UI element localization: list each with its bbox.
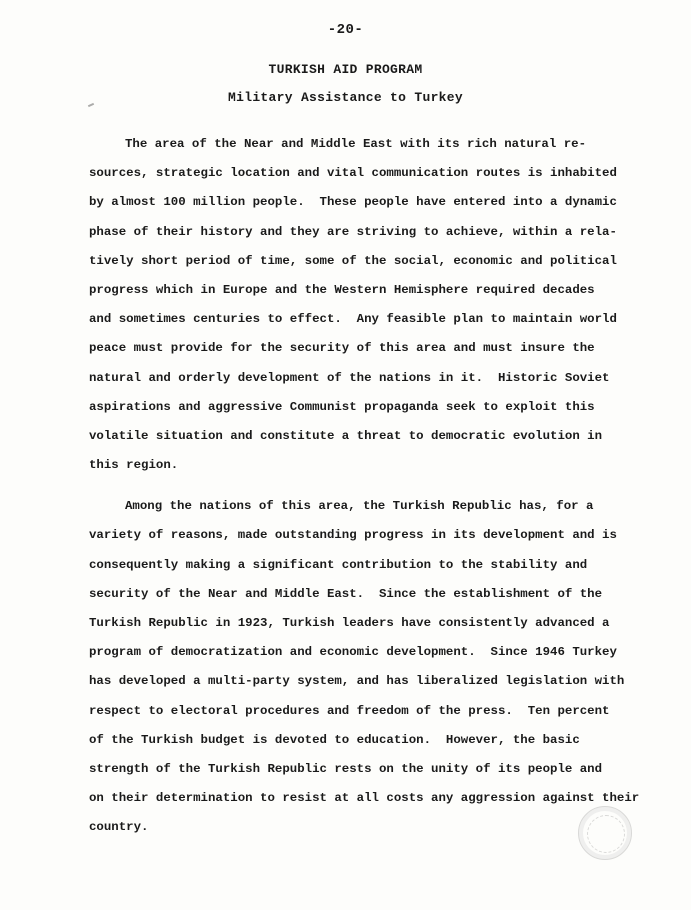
text-line: strength of the Turkish Republic rests on the unity of its people and <box>89 761 603 776</box>
text-line: and sometimes centuries to effect. Any feasible plan to maintain world <box>89 312 617 327</box>
archive-stamp-icon <box>578 806 632 860</box>
text-line: security of the Near and Middle East. Since the establishment of the <box>89 586 603 601</box>
text-line: Turkish Republic in 1923, Turkish leaders have consistently advanced a <box>89 616 610 630</box>
document-subtitle: Military Assistance to Turkey <box>228 90 463 105</box>
body-text <box>89 130 649 843</box>
text-line: consequently making a significant contribution to the stability and <box>89 557 588 572</box>
text-line: The area of the Near and Middle East with its rich natural re- <box>125 137 587 151</box>
text-line: Among the nations of this area, the Turkish Republic has, for a <box>125 499 594 514</box>
text-line: peace must provide for the security of this area and must insure the <box>89 341 595 356</box>
text-line: of the Turkish budget is devoted to education. However, the basic <box>89 732 580 747</box>
text-line: country. <box>89 820 149 835</box>
archive-stamp-inner <box>587 815 625 853</box>
text-line: volatile situation and constitute a threat to democratic evolution in <box>89 428 603 443</box>
text-line: tively short period of time, some of the social, economic and political <box>89 253 617 268</box>
text-line: program of democratization and economic development. Since 1946 Turkey <box>89 645 617 660</box>
text-line: this region. <box>89 458 179 473</box>
page-number: -20- <box>327 22 364 38</box>
paragraph-1 <box>89 130 649 480</box>
text-line: natural and orderly development of the nations in it. Historic Soviet <box>89 370 610 385</box>
text-line: has developed a multi-party system, and has liberalized legislation with <box>89 674 625 689</box>
text-line: progress which in Europe and the Western Hemisphere required decades <box>89 282 595 297</box>
text-line: respect to electoral procedures and freedom of the press. Ten percent <box>89 703 610 718</box>
document-title: TURKISH AID PROGRAM <box>268 62 423 77</box>
text-line: variety of reasons, made outstanding progress in its development and is <box>89 528 617 543</box>
paragraph-2 <box>89 492 649 842</box>
text-line: aspirations and aggressive Communist propaganda seek to exploit this <box>89 399 595 414</box>
text-line: by almost 100 million people. These people have entered into a dynamic <box>89 195 617 210</box>
text-line: sources, strategic location and vital communication routes is inhabited <box>89 166 617 181</box>
text-line: phase of their history and they are striving to achieve, within a rela- <box>89 224 617 239</box>
text-line: on their determination to resist at all costs any aggression against their <box>89 791 640 806</box>
